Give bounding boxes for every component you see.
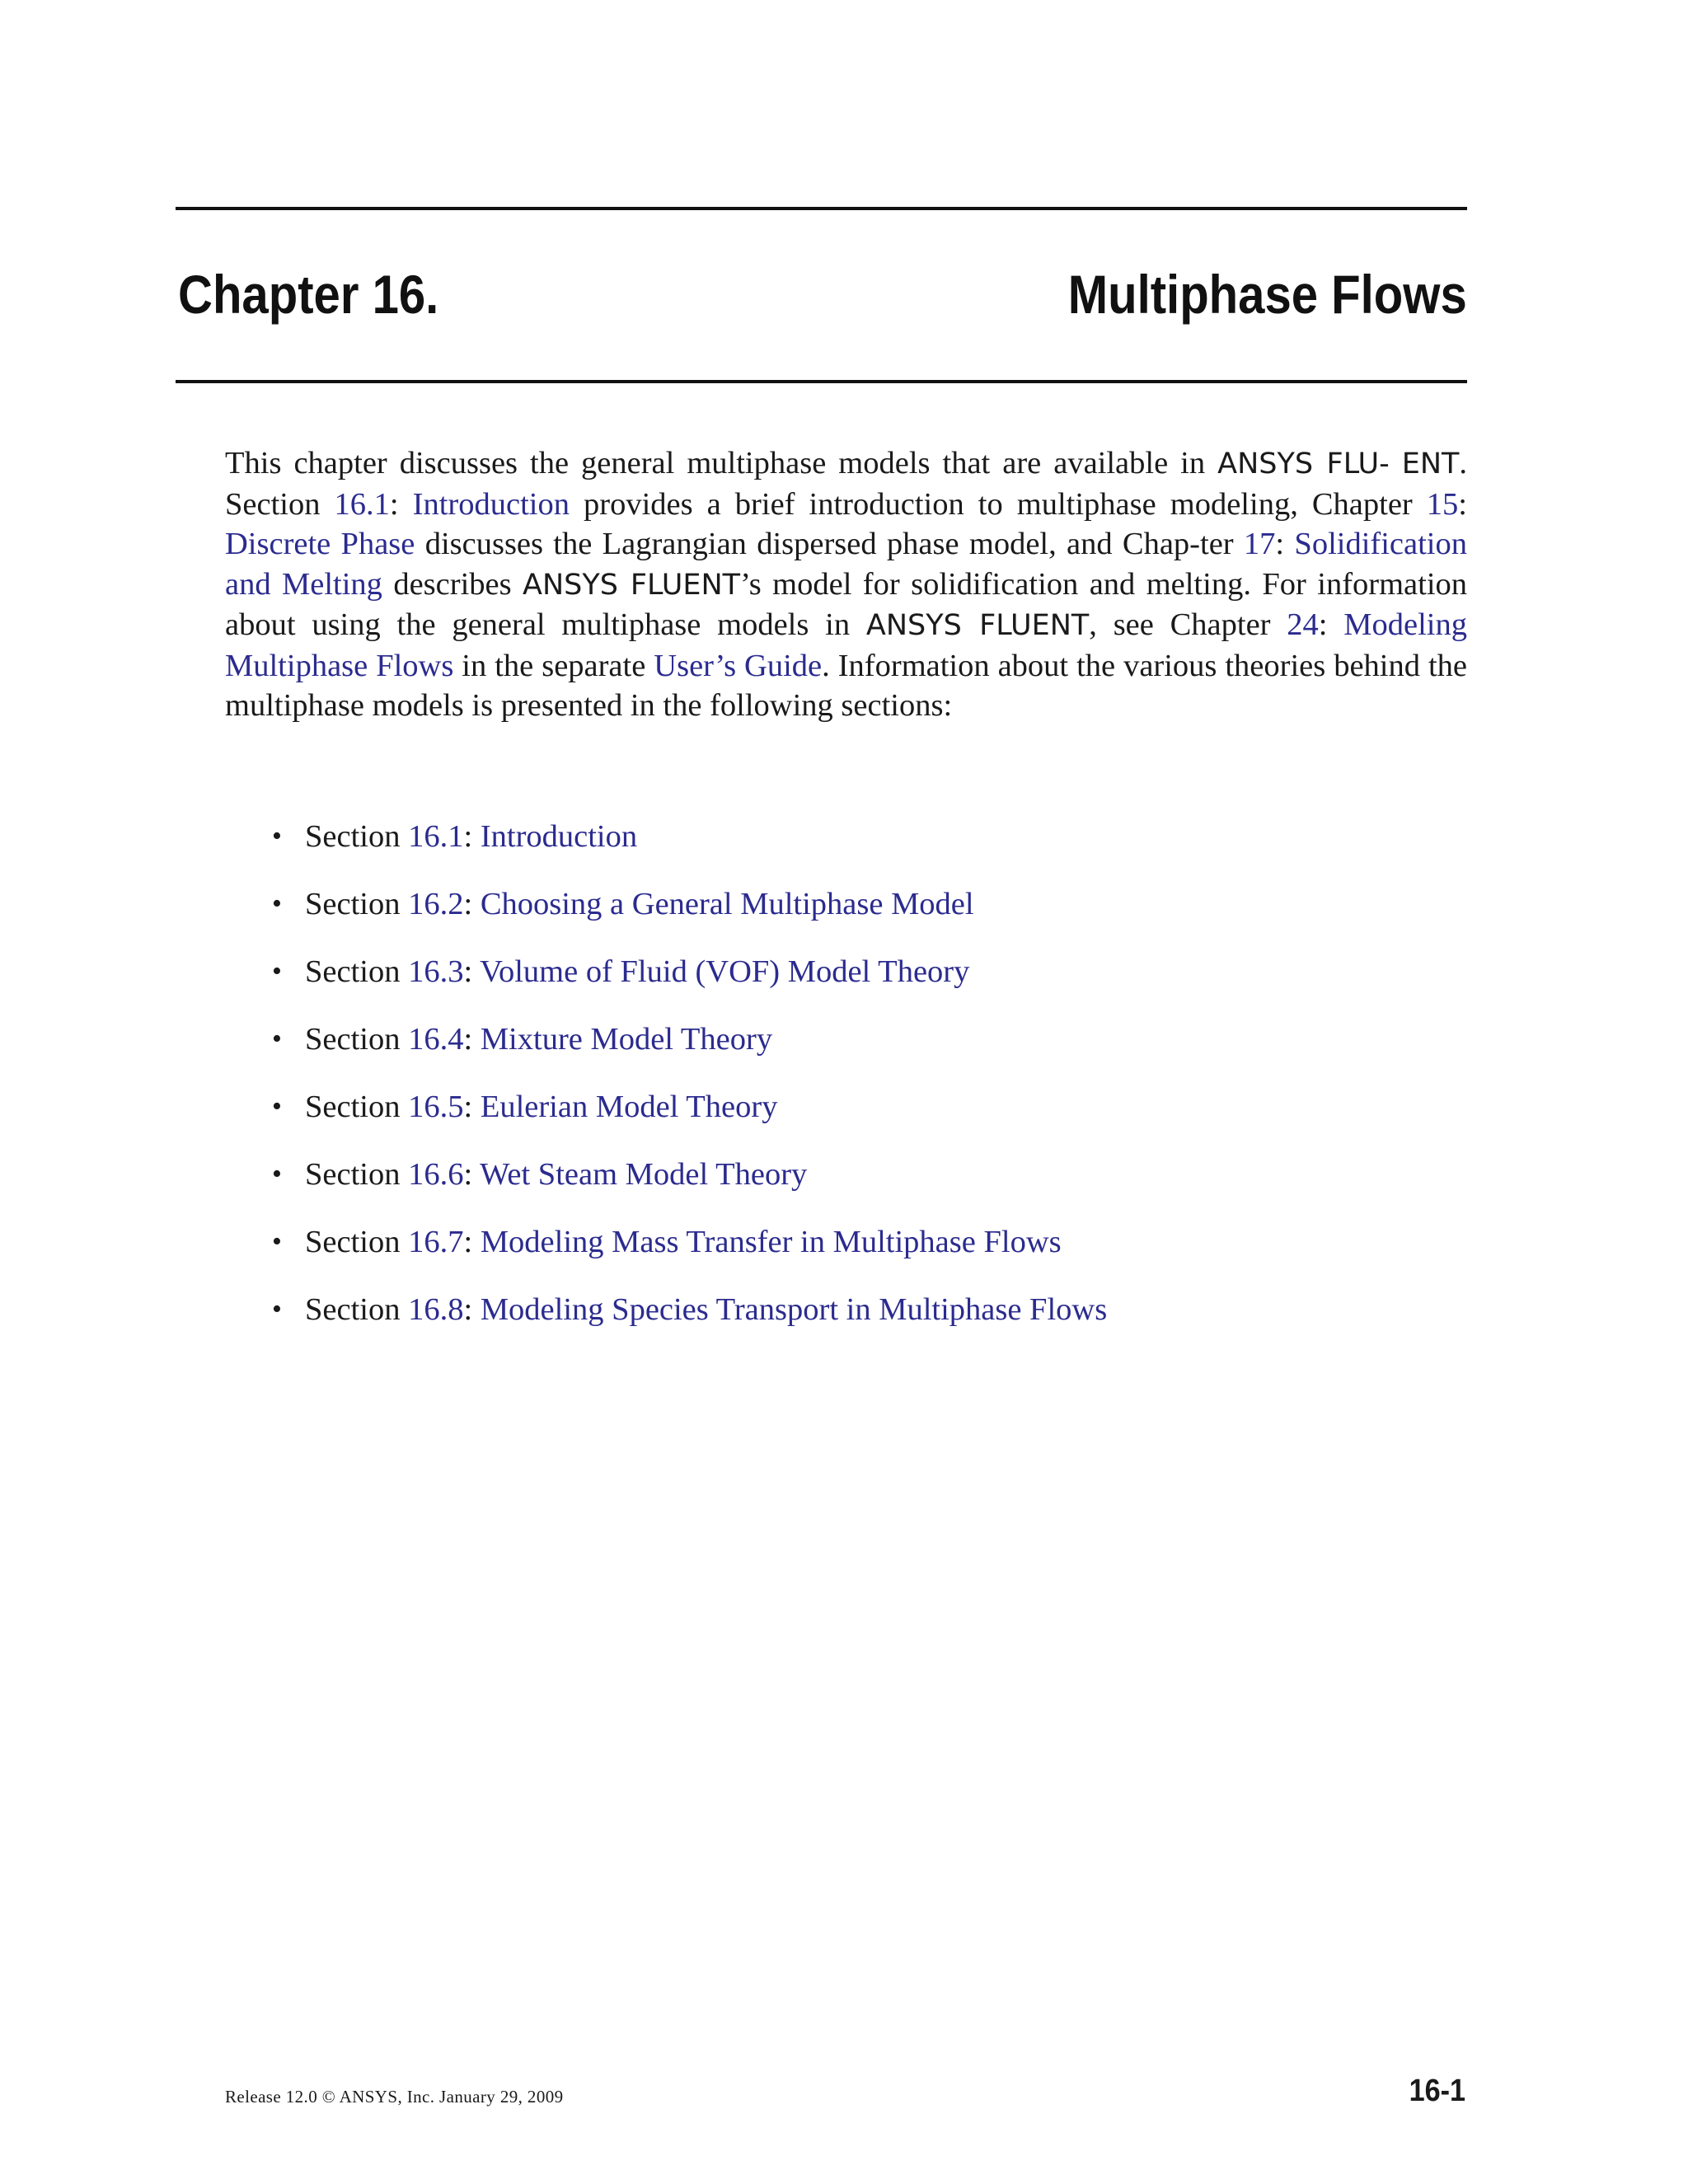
- section-link-number[interactable]: 16.1: [408, 819, 464, 854]
- bullet-icon: •: [272, 1024, 282, 1054]
- bullet-icon: •: [272, 1226, 282, 1257]
- intro-text: . Information about the various theories behind the multiphase models is presented in the following sections:: [225, 648, 1467, 723]
- list-item: • Section 16.7: Modeling Mass Transfer in Multiphase Flows: [272, 1221, 1107, 1289]
- bullet-icon: •: [272, 1091, 282, 1122]
- section-link-title[interactable]: Eulerian Model Theory: [480, 1090, 778, 1124]
- page-number: 16-1: [1409, 2074, 1465, 2108]
- xref-chapter-15-number[interactable]: 15: [1426, 486, 1459, 522]
- intro-paragraph: [225, 443, 1467, 726]
- xref-section-16-1-number[interactable]: 16.1: [334, 486, 390, 522]
- bullet-icon: •: [272, 956, 282, 987]
- section-link-title[interactable]: Wet Steam Model Theory: [480, 1157, 808, 1192]
- section-link-title[interactable]: Volume of Fluid (VOF) Model Theory: [480, 954, 970, 989]
- section-link-title[interactable]: Mixture Model Theory: [480, 1022, 773, 1057]
- list-item-prefix: Section: [305, 1090, 409, 1124]
- bullet-icon: •: [272, 888, 282, 919]
- section-link-title[interactable]: Choosing a General Multiphase Model: [480, 887, 974, 921]
- intro-text: in the separate: [453, 648, 654, 683]
- intro-text: :: [1318, 607, 1344, 642]
- xref-chapter-24-title[interactable]: Modeling Multiphase Flows: [225, 607, 1467, 683]
- bullet-icon: •: [272, 1159, 282, 1189]
- xref-chapter-24-number[interactable]: 24: [1287, 607, 1319, 642]
- intro-text: discusses the Lagrangian dispersed phase model, and Chap-ter: [415, 527, 1244, 561]
- product-name: ANSYS FLUENT: [523, 568, 741, 602]
- section-link-number[interactable]: 16.6: [408, 1157, 464, 1192]
- intro-text: , see Chapter: [1089, 607, 1287, 642]
- section-link-title[interactable]: Introduction: [480, 819, 638, 854]
- xref-chapter-15-title[interactable]: Discrete Phase: [225, 527, 415, 561]
- section-link-number[interactable]: 16.2: [408, 887, 464, 921]
- list-item-prefix: Section: [305, 1157, 409, 1192]
- list-item: • Section 16.3: Volume of Fluid (VOF) Model Theory: [272, 951, 1107, 1019]
- intro-text: This chapter discusses the general multiphase models that are available in: [225, 446, 1218, 480]
- section-link-title[interactable]: Modeling Species Transport in Multiphase Flows: [480, 1292, 1108, 1327]
- list-item-prefix: Section: [305, 819, 409, 854]
- section-link-number[interactable]: 16.4: [408, 1022, 464, 1057]
- bullet-icon: •: [272, 821, 282, 851]
- footer-release-info: Release 12.0 © ANSYS, Inc. January 29, 2009: [225, 2087, 564, 2107]
- chapter-title: Multiphase Flows: [1067, 264, 1467, 325]
- header-bottom-rule: [176, 380, 1467, 383]
- chapter-header: [178, 257, 1467, 331]
- xref-users-guide[interactable]: User’s Guide: [654, 648, 823, 683]
- intro-text: describes: [382, 566, 523, 602]
- product-name: ENT: [1401, 448, 1460, 480]
- intro-text: :: [1458, 486, 1467, 522]
- list-item: • Section 16.5: Eulerian Model Theory: [272, 1086, 1107, 1154]
- list-item-prefix: Section: [305, 1225, 409, 1259]
- section-list: [272, 816, 1107, 1357]
- xref-chapter-17-number[interactable]: 17: [1243, 527, 1276, 561]
- list-item-prefix: Section: [305, 954, 409, 989]
- section-link-title[interactable]: Modeling Mass Transfer in Multiphase Flows: [480, 1225, 1062, 1259]
- xref-section-16-1-title[interactable]: Introduction: [412, 486, 570, 522]
- intro-text: :: [389, 486, 413, 522]
- section-link-number[interactable]: 16.3: [408, 954, 464, 989]
- intro-text: . Section: [225, 446, 1468, 522]
- product-name: ANSYS FLUENT: [865, 609, 1090, 642]
- intro-text: ’s model for solidification and melting. For information about using the general multiphase models in: [225, 566, 1468, 642]
- intro-text: provides a brief introduction to multiphase modeling, Chapter: [569, 486, 1427, 522]
- list-item-prefix: Section: [305, 887, 409, 921]
- section-link-number[interactable]: 16.7: [408, 1225, 464, 1259]
- section-link-number[interactable]: 16.8: [408, 1292, 464, 1327]
- header-top-rule: [176, 207, 1467, 210]
- chapter-label: Chapter 16.: [178, 264, 439, 325]
- section-link-number[interactable]: 16.5: [408, 1090, 464, 1124]
- product-name: ANSYS FLU-: [1217, 448, 1390, 480]
- list-item: • Section 16.8: Modeling Species Transport in Multiphase Flows: [272, 1289, 1107, 1357]
- xref-chapter-17-title[interactable]: Solidification and Melting: [225, 527, 1467, 602]
- list-item: • Section 16.6: Wet Steam Model Theory: [272, 1154, 1107, 1221]
- list-item-prefix: Section: [305, 1292, 409, 1327]
- list-item: • Section 16.2: Choosing a General Multiphase Model: [272, 883, 1107, 951]
- intro-text: :: [1275, 527, 1295, 561]
- bullet-icon: •: [272, 1294, 282, 1324]
- list-item: • Section 16.1: Introduction: [272, 816, 1107, 883]
- list-item-prefix: Section: [305, 1022, 409, 1057]
- list-item: • Section 16.4: Mixture Model Theory: [272, 1019, 1107, 1086]
